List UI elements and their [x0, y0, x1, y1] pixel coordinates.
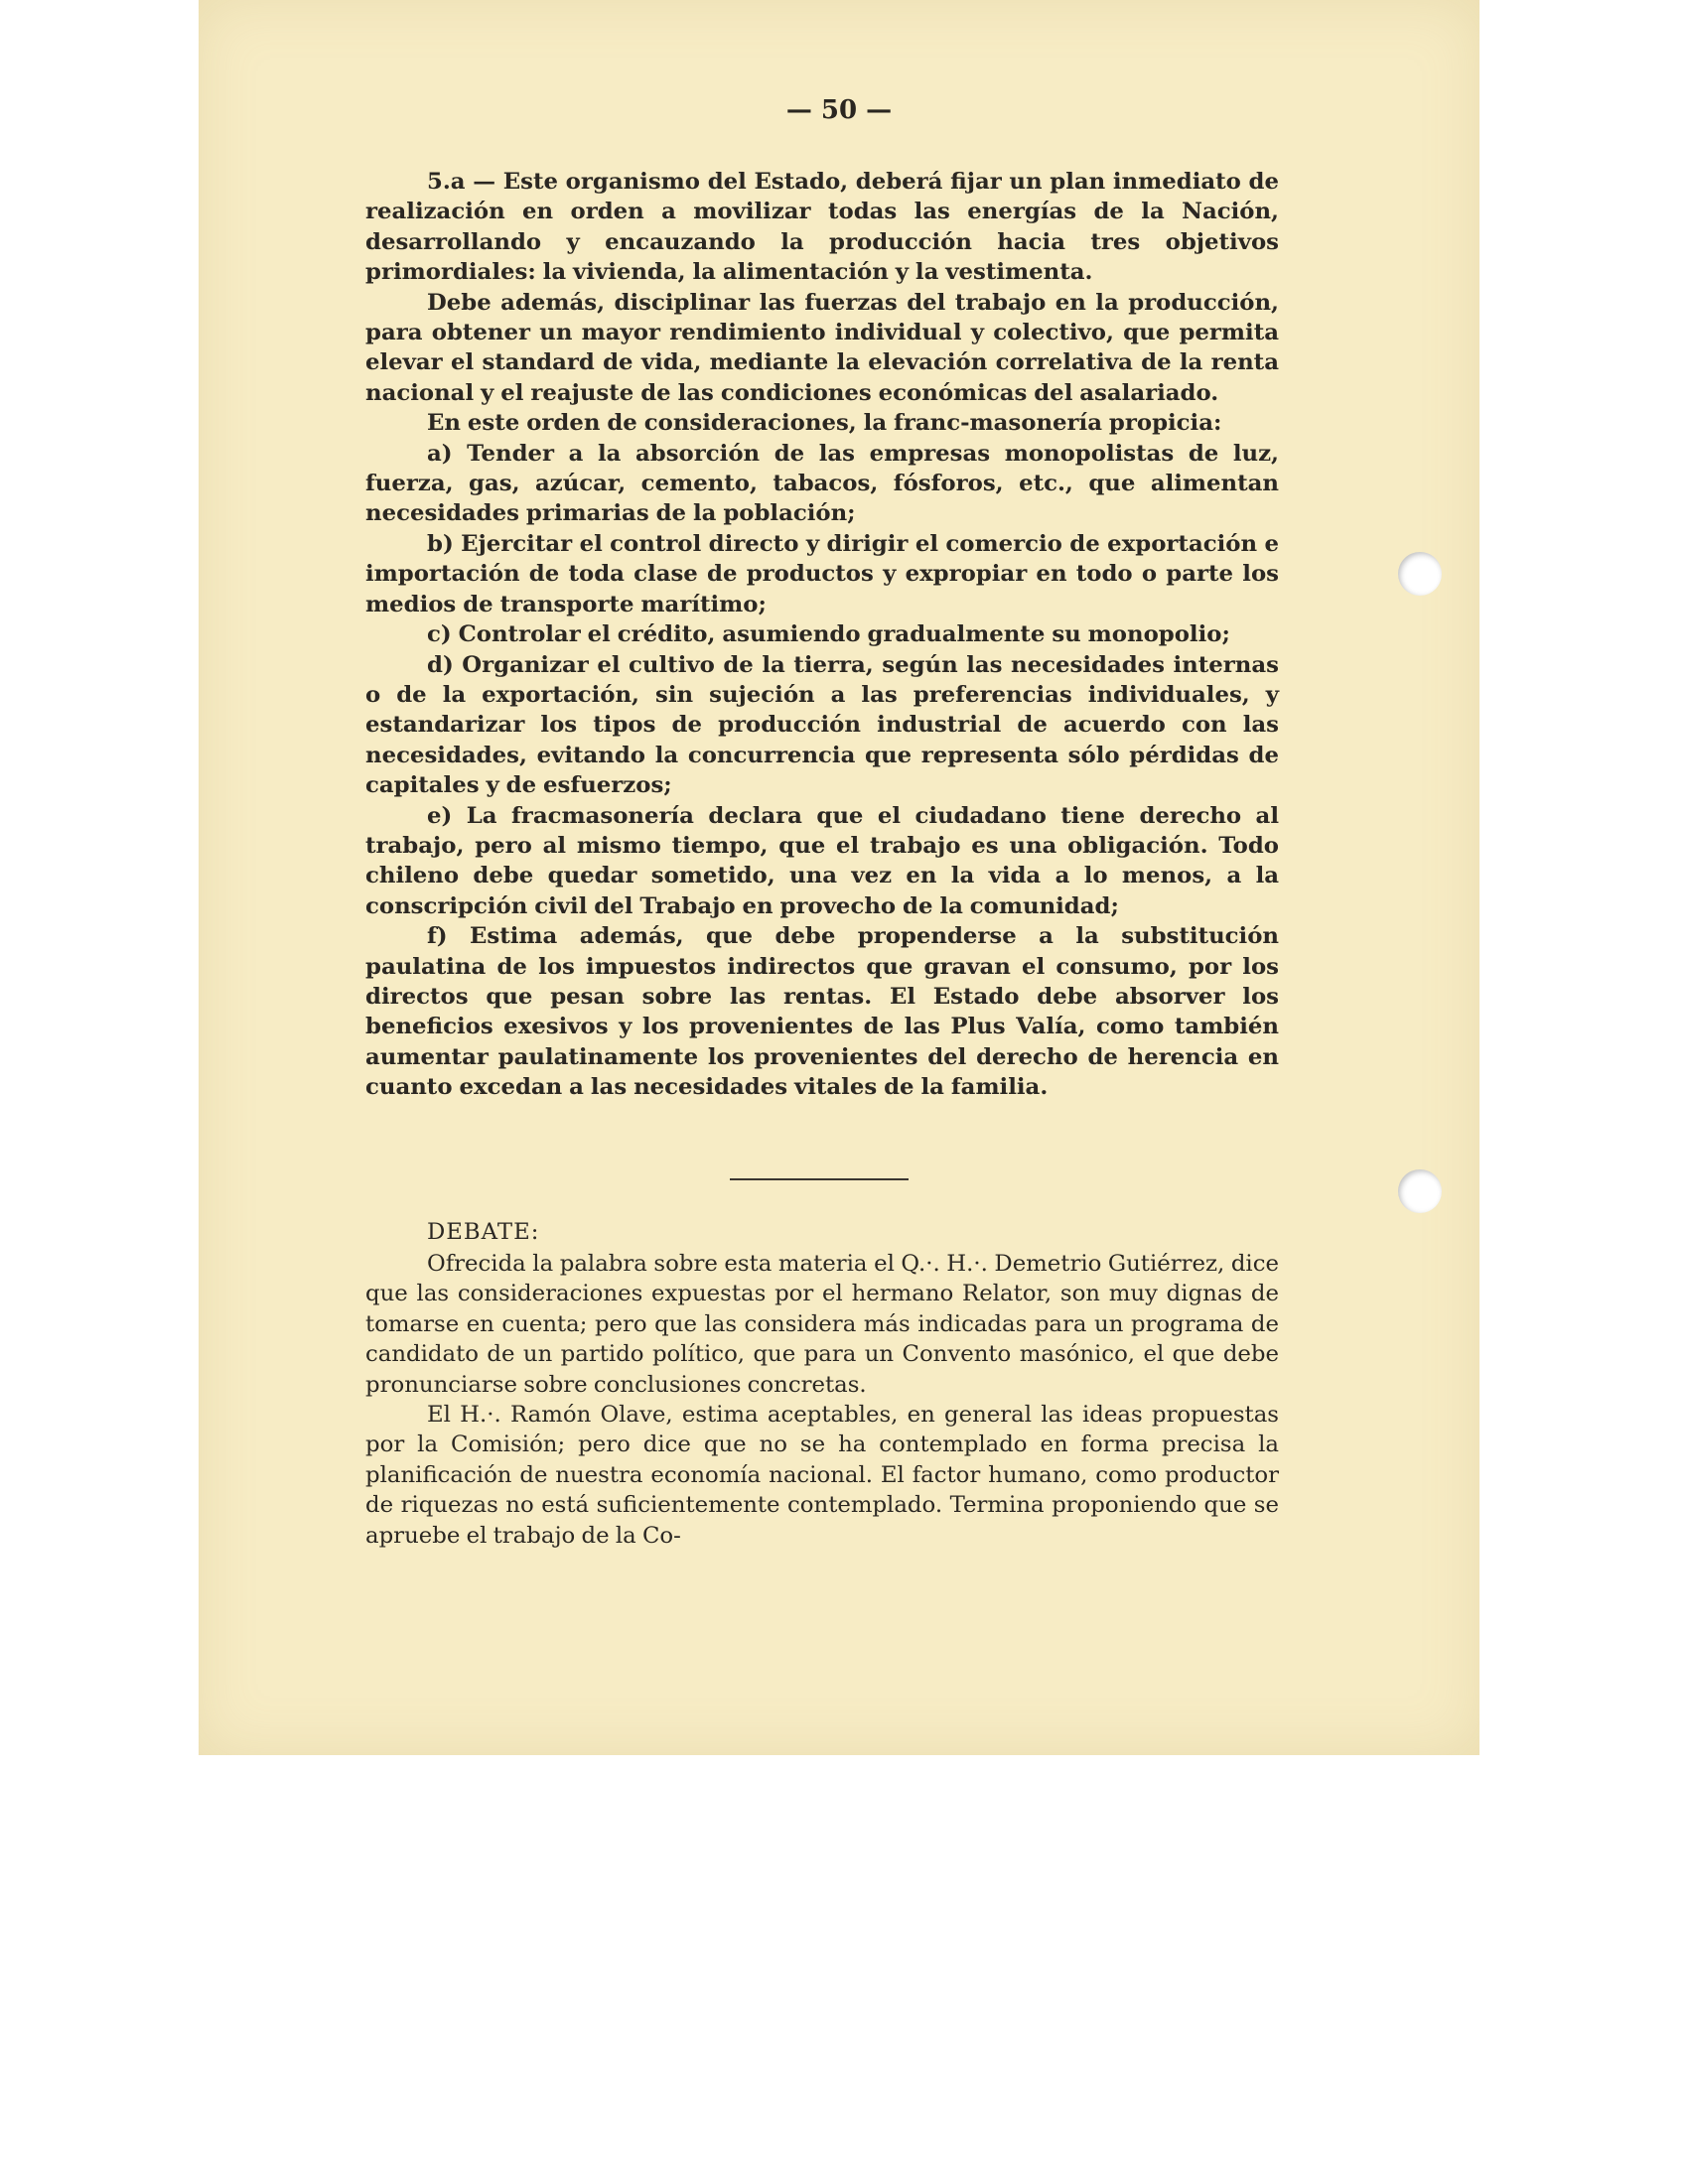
item-e: e) La fracmasonería declara que el ciudadano tiene derecho al trabajo, pero al mismo tiempo, que el trabajo es una obligación. Todo chileno debe quedar sometido, una vez en la vida a lo menos, a la conscripción civil del Trabajo en provecho de la comunidad;: [365, 802, 1279, 919]
debate-heading: DEBATE:: [427, 1219, 540, 1245]
item-f: f) Estima además, que debe propenderse a la substitución paulatina de los impuestos indirectos que gravan el consumo, por los directos que pesan sobre las rentas. El Estado debe absorver los beneficios exesivos y los provenientes de las Plus Valía, como también aumentar paulatinamente los provenientes del derecho de herencia en cuanto excedan a las necesidades vitales de la familia.: [365, 923, 1279, 1101]
item-b: b) Ejercitar el control directo y dirigir el comercio de exportación e importación de toda clase de productos y expropiar en todo o parte los medios de transporte marítimo;: [365, 530, 1279, 617]
item-a: a) Tender a la absorción de las empresas monopolistas de luz, fuerza, gas, azúcar, cemento, tabacos, fósforos, etc., que alimentan necesidades primarias de la población;: [365, 440, 1279, 527]
section-proposals: [365, 167, 1279, 1103]
item-c: c) Controlar el crédito, asumiendo gradualmente su monopolio;: [427, 621, 1230, 648]
debate-section: [365, 1249, 1279, 1551]
scanned-page: [199, 0, 1479, 1755]
item-d: d) Organizar el cultivo de la tierra, según las necesidades internas o de la exportación, sin sujeción a las preferencias individuales, y estandarizar los tipos de producción industrial de acuerdo con las necesidades, evitando la concurrencia que representa sólo pérdidas de capitales y de esfuerzos;: [365, 651, 1279, 799]
debate-paragraph-olave: El H.·. Ramón Olave, estima aceptables, en general las ideas propuestas por la Comisión; pero dice que no se ha contemplado en forma precisa la planificación de nuestra economía nacional. El factor humano, como productor de riquezas no está suficientemente contemplado. Termina proponiendo que se apruebe el trabajo de la Co-: [365, 1402, 1279, 1549]
paragraph-propicia: En este orden de consideraciones, la franc-masonería propicia:: [427, 410, 1222, 437]
page-number: — 50 —: [785, 95, 893, 125]
debate-paragraph-gutierrez: Ofrecida la palabra sobre esta materia el Q.·. H.·. Demetrio Gutiérrez, dice que las consideraciones expuestas por el hermano Relator, son muy dignas de tomarse en cuenta; pero que las considera más indicadas para un programa de candidato de un partido político, que para un Convento masónico, el que debe pronunciarse sobre conclusiones concretas.: [365, 1251, 1279, 1398]
paragraph-discipline: Debe además, disciplinar las fuerzas del trabajo en la producción, para obtener un mayor rendimiento individual y colectivo, que permita elevar el standard de vida, mediante la elevación correlativa de la renta nacional y el reajuste de las condiciones económicas del asalariado.: [365, 289, 1279, 406]
binder-hole-top: [1398, 552, 1442, 596]
paragraph-5a: 5.a — Este organismo del Estado, deberá fijar un plan inmediato de realización en orden a movilizar todas las energías de la Nación, desarrollando y encauzando la producción hacia tres objetivos primordiales: la vivienda, la alimentación y la vestimenta.: [365, 169, 1279, 286]
section-divider: [730, 1178, 909, 1180]
binder-hole-bottom: [1398, 1169, 1442, 1213]
